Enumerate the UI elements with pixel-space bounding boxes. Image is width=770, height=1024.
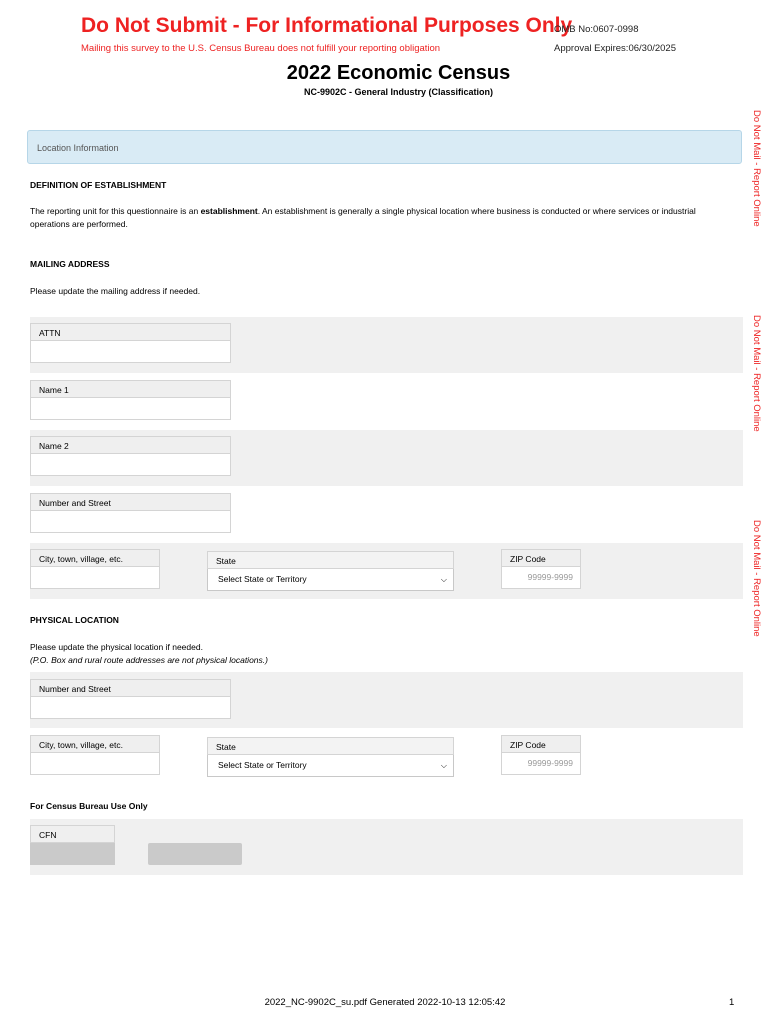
chevron-down-icon: ⌵	[440, 761, 447, 770]
mailing-city-label: City, town, village, etc.	[30, 549, 160, 567]
warning-title: Do Not Submit - For Informational Purposes Only	[81, 14, 573, 37]
mailing-state-select[interactable]: Select State or Territory ⌵	[207, 569, 454, 591]
mailing-zip-label: ZIP Code	[501, 549, 581, 567]
cfn-field	[30, 825, 115, 865]
physical-state-field	[207, 737, 454, 777]
physical-zip-label: ZIP Code	[501, 735, 581, 753]
name1-label: Name 1	[30, 380, 231, 398]
physical-city-label: City, town, village, etc.	[30, 735, 160, 753]
physical-state-select[interactable]: Select State or Territory ⌵	[207, 755, 454, 777]
omb-number: OMB No:0607-0998	[554, 24, 639, 35]
chevron-down-icon: ⌵	[440, 575, 447, 584]
attn-input[interactable]	[30, 341, 231, 363]
approval-expiration: Approval Expires:06/30/2025	[554, 43, 676, 54]
section-header	[27, 130, 742, 164]
mailing-street-field	[30, 493, 231, 533]
name1-field	[30, 380, 231, 420]
side-notice: Do Not Mail - Report Online	[751, 110, 762, 227]
mailing-zip-field	[501, 549, 581, 589]
physical-heading: PHYSICAL LOCATION	[30, 615, 119, 625]
physical-state-label: State	[207, 737, 454, 755]
mailing-city-field	[30, 549, 160, 589]
mailing-state-field	[207, 551, 454, 591]
mailing-state-label: State	[207, 551, 454, 569]
mailing-instruction: Please update the mailing address if needed.	[30, 286, 201, 296]
name2-input[interactable]	[30, 454, 231, 476]
physical-street-field	[30, 679, 231, 719]
section-title: Location Information	[37, 143, 119, 153]
census-use-heading: For Census Bureau Use Only	[30, 801, 148, 811]
name2-field	[30, 436, 231, 476]
definition-text: The reporting unit for this questionnaire is an establishment. An establishment is generally a single physical location where business is conducted or where services or industrial operations are performed.	[30, 206, 696, 229]
page-number: 1	[729, 997, 735, 1008]
physical-note: (P.O. Box and rural route addresses are not physical locations.)	[30, 655, 268, 665]
cfn-secondary-box	[148, 843, 242, 865]
physical-instruction: Please update the physical location if needed.	[30, 642, 203, 652]
definition-heading: DEFINITION OF ESTABLISHMENT	[30, 180, 167, 190]
physical-city-input[interactable]	[30, 753, 160, 775]
page-title: 2022 Economic Census	[286, 62, 511, 84]
cfn-label: CFN	[30, 825, 115, 843]
attn-field	[30, 323, 231, 363]
warning-subtitle: Mailing this survey to the U.S. Census Bureau does not fulfill your reporting obligation	[81, 43, 441, 54]
physical-street-input[interactable]	[30, 697, 231, 719]
field-band	[30, 819, 743, 875]
side-notice: Do Not Mail - Report Online	[751, 315, 762, 432]
form-subtitle: NC-9902C - General Industry (Classification)	[303, 87, 494, 97]
attn-label: ATTN	[30, 323, 231, 341]
cfn-value-box	[30, 843, 115, 865]
mailing-zip-input[interactable]: 99999-9999	[501, 567, 581, 589]
physical-zip-field	[501, 735, 581, 775]
footer-text: 2022_NC-9902C_su.pdf Generated 2022-10-13 12:05:42	[264, 997, 506, 1008]
physical-city-field	[30, 735, 160, 775]
mailing-city-input[interactable]	[30, 567, 160, 589]
mailing-heading: MAILING ADDRESS	[30, 259, 110, 269]
name2-label: Name 2	[30, 436, 231, 454]
side-notice: Do Not Mail - Report Online	[751, 520, 762, 637]
physical-zip-input[interactable]: 99999-9999	[501, 753, 581, 775]
mailing-street-input[interactable]	[30, 511, 231, 533]
mailing-street-label: Number and Street	[30, 493, 231, 511]
name1-input[interactable]	[30, 398, 231, 420]
physical-street-label: Number and Street	[30, 679, 231, 697]
